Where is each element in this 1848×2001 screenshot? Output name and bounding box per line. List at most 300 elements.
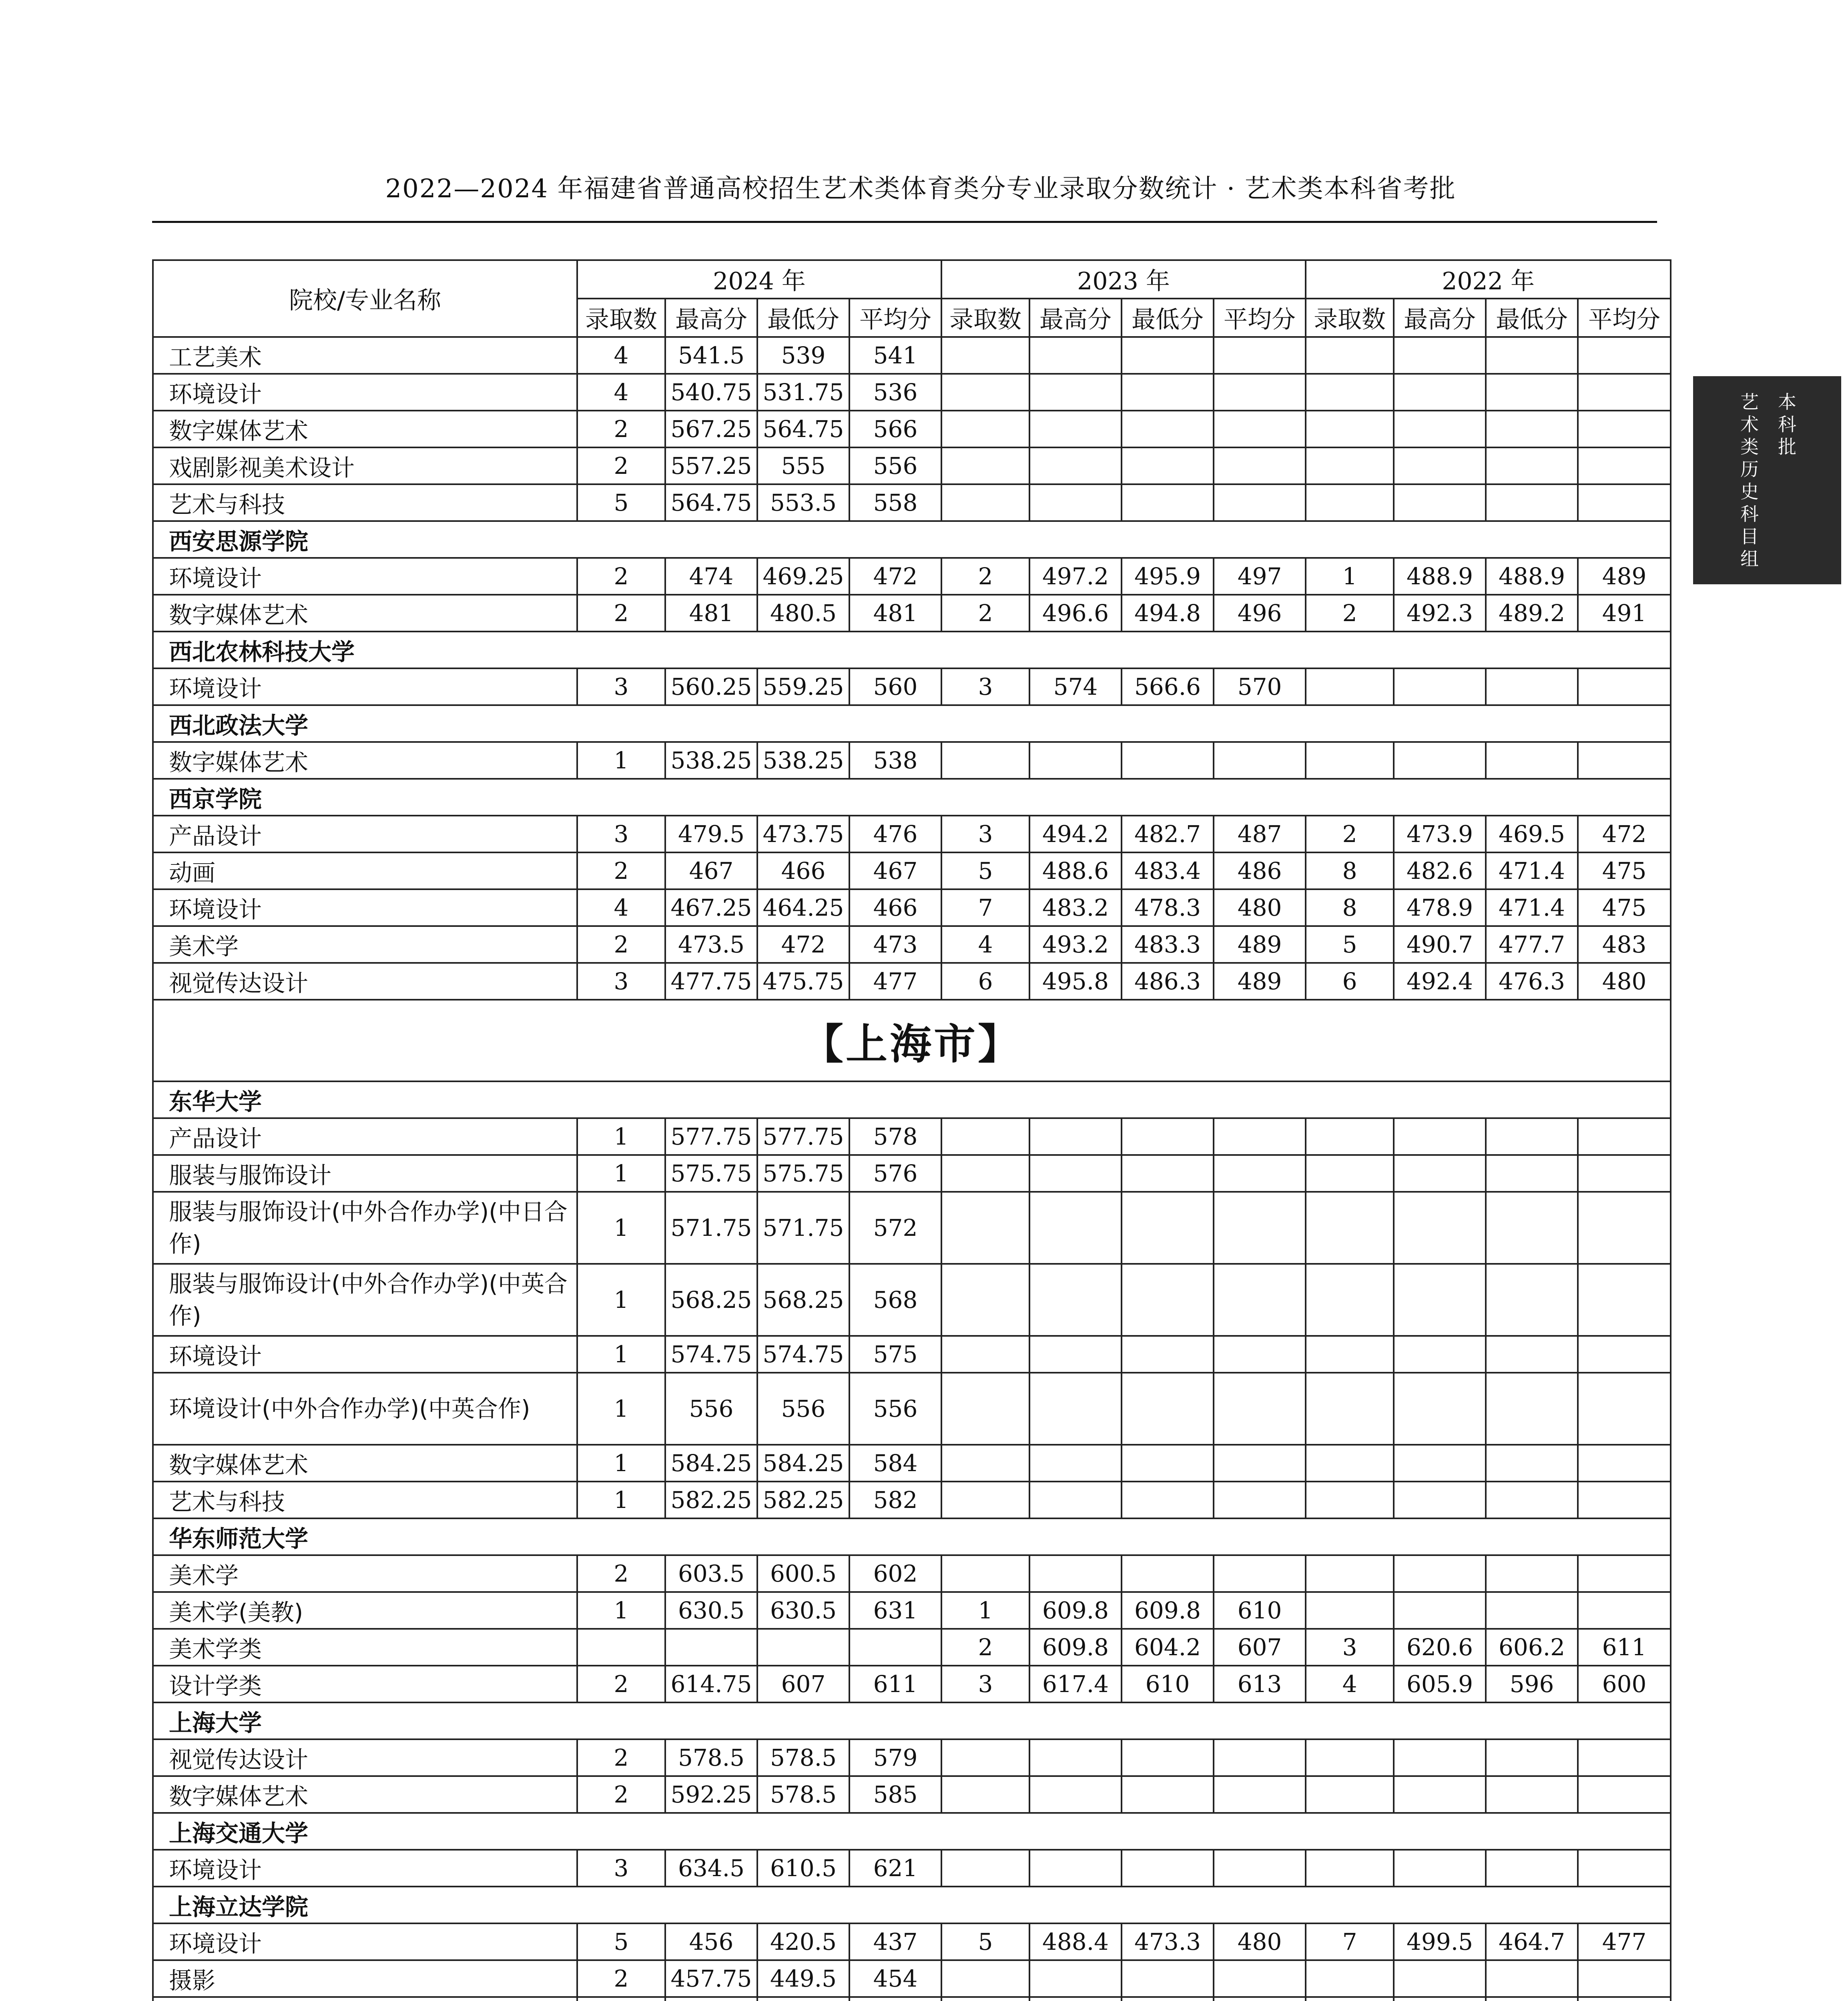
cell-2023-min: 482.7 (1122, 816, 1214, 852)
cell-2023-max (1029, 1960, 1122, 1997)
cell-2022-min (1486, 1960, 1578, 1997)
cell-2023-min: 483.3 (1122, 926, 1214, 963)
major-row (153, 742, 1671, 779)
cell-2024-avg: 572 (849, 1192, 941, 1264)
school-name: 西北政法大学 (153, 705, 1671, 742)
cell-2022-avg (1578, 1482, 1671, 1518)
cell-2022-avg (1578, 411, 1671, 447)
cell-2022-avg (1578, 742, 1671, 779)
cell-2022-min: 476.3 (1486, 963, 1578, 1000)
major-row (153, 1923, 1671, 1960)
major-row (153, 1192, 1671, 1264)
subheader-max: 最高分 (665, 299, 757, 337)
cell-2024-count: 2 (577, 411, 665, 447)
cell-2024-avg: 473 (849, 926, 941, 963)
major-row (153, 1373, 1671, 1445)
cell-2022-min (1486, 1850, 1578, 1887)
major-row (153, 1629, 1671, 1666)
cell-2022-count (1306, 1445, 1394, 1482)
cell-2022-count (1306, 1264, 1394, 1336)
region-header-row (153, 1000, 1671, 1081)
cell-2022-avg: 475 (1578, 889, 1671, 926)
cell-2024-min: 475.75 (757, 963, 849, 1000)
cell-2023-count (941, 1960, 1029, 1997)
cell-2023-max (1029, 447, 1122, 484)
major-name: 环境设计 (153, 1850, 577, 1887)
school-name: 西安思源学院 (153, 521, 1671, 558)
subheader-count: 录取数 (577, 299, 665, 337)
cell-2024-max: 630.5 (665, 1592, 757, 1629)
major-row (153, 926, 1671, 963)
major-row (153, 595, 1671, 632)
subheader-min: 最低分 (1122, 299, 1214, 337)
major-name: 环境设计(中外合作办学)(中英合作) (153, 1373, 577, 1445)
cell-2024-max: 473.5 (665, 926, 757, 963)
cell-2022-max (1394, 411, 1486, 447)
cell-2024-min: 555 (757, 447, 849, 484)
cell-2022-count (1306, 1997, 1394, 2001)
school-name: 上海交通大学 (153, 1813, 1671, 1850)
cell-2024-max: 560.25 (665, 668, 757, 705)
major-name: 数字媒体艺术 (153, 411, 577, 447)
subheader-count: 录取数 (1306, 299, 1394, 337)
cell-2023-avg (1214, 1850, 1306, 1887)
cell-2022-max (1394, 1482, 1486, 1518)
cell-2022-count: 1 (1306, 558, 1394, 595)
major-name: 服装与服饰设计 (153, 1155, 577, 1192)
major-name: 数字媒体艺术 (153, 1776, 577, 1813)
cell-2023-avg (1214, 1118, 1306, 1155)
cell-2023-min (1122, 1336, 1214, 1373)
header-rule (152, 221, 1657, 223)
cell-2022-min (1486, 1336, 1578, 1373)
major-row (153, 1666, 1671, 1702)
school-name: 西京学院 (153, 779, 1671, 816)
cell-2023-count (941, 742, 1029, 779)
cell-2023-min: 483.4 (1122, 852, 1214, 889)
cell-2022-min (1486, 411, 1578, 447)
cell-2024-count: 2 (577, 447, 665, 484)
cell-2023-min: 473.3 (1122, 1923, 1214, 1960)
major-name: 动画 (153, 852, 577, 889)
school-header-row (153, 1518, 1671, 1555)
cell-2023-avg: 610 (1214, 1592, 1306, 1629)
cell-2022-avg (1578, 1960, 1671, 1997)
cell-2022-avg (1578, 1850, 1671, 1887)
major-name: 环境设计 (153, 889, 577, 926)
cell-2024-max: 467.25 (665, 889, 757, 926)
cell-2023-count: 3 (941, 668, 1029, 705)
major-name: 数字媒体艺术 (153, 1445, 577, 1482)
cell-2023-avg: 497 (1214, 558, 1306, 595)
major-name: 环境设计 (153, 1923, 577, 1960)
cell-2022-avg (1578, 668, 1671, 705)
major-row (153, 1118, 1671, 1155)
major-name: 艺术与科技 (153, 1482, 577, 1518)
cell-2023-min: 486.3 (1122, 963, 1214, 1000)
cell-2024-avg: 556 (849, 1373, 941, 1445)
cell-2024-avg: 611 (849, 1666, 941, 1702)
cell-2022-min (1486, 447, 1578, 484)
cell-2023-min (1122, 374, 1214, 411)
cell-2022-max: 473.9 (1394, 816, 1486, 852)
cell-2022-max (1394, 1739, 1486, 1776)
cell-2022-count (1306, 1776, 1394, 1813)
cell-2024-min: 472 (757, 926, 849, 963)
cell-2023-avg (1214, 1336, 1306, 1373)
cell-2022-avg (1578, 1776, 1671, 1813)
cell-2023-count (941, 1445, 1029, 1482)
cell-2023-count (941, 1776, 1029, 1813)
cell-2023-count (941, 1997, 1029, 2001)
major-row (153, 337, 1671, 374)
cell-2024-min: 607 (757, 1666, 849, 1702)
year-header-2022: 2022 年 (1306, 260, 1671, 299)
cell-2024-avg (849, 1997, 941, 2001)
side-tab-line-2: 本科批 (1775, 392, 1797, 459)
cell-2022-avg: 611 (1578, 1629, 1671, 1666)
cell-2024-min: 577.75 (757, 1118, 849, 1155)
cell-2024-count: 1 (577, 1592, 665, 1629)
cell-2023-count (941, 1336, 1029, 1373)
cell-2022-max (1394, 484, 1486, 521)
cell-2023-count (941, 1155, 1029, 1192)
cell-2024-count: 2 (577, 1555, 665, 1592)
cell-2022-count: 3 (1306, 1629, 1394, 1666)
cell-2024-avg: 556 (849, 447, 941, 484)
cell-2022-count: 7 (1306, 1923, 1394, 1960)
cell-2024-min: 600.5 (757, 1555, 849, 1592)
major-name: 戏剧影视美术设计 (153, 447, 577, 484)
cell-2023-avg: 613 (1214, 1666, 1306, 1702)
cell-2024-avg: 560 (849, 668, 941, 705)
table-body (153, 337, 1671, 2001)
admission-score-table (152, 259, 1671, 2001)
major-row (153, 1850, 1671, 1887)
cell-2024-max: 564.75 (665, 484, 757, 521)
cell-2023-min (1122, 1155, 1214, 1192)
major-name: 服装与服饰设计(中外合作办学)(中英合作) (153, 1264, 577, 1336)
cell-2022-avg (1578, 374, 1671, 411)
cell-2022-count: 5 (1306, 926, 1394, 963)
cell-2024-min: 571.75 (757, 1192, 849, 1264)
cell-2024-max: 634.5 (665, 1850, 757, 1887)
cell-2022-min (1486, 742, 1578, 779)
cell-2024-count: 5 (577, 484, 665, 521)
school-header-row (153, 1813, 1671, 1850)
cell-2022-count: 6 (1306, 963, 1394, 1000)
cell-2023-max: 609.8 (1029, 1629, 1122, 1666)
cell-2024-min: 578.5 (757, 1776, 849, 1813)
major-name: 产品设计 (153, 816, 577, 852)
cell-2023-max (1029, 1192, 1122, 1264)
cell-2024-min: 578.5 (757, 1739, 849, 1776)
cell-2024-max (665, 1629, 757, 1666)
cell-2023-count: 3 (941, 1666, 1029, 1702)
cell-2024-count: 2 (577, 595, 665, 632)
cell-2023-max (1029, 1482, 1122, 1518)
cell-2023-count (941, 337, 1029, 374)
cell-2024-avg: 576 (849, 1155, 941, 1192)
cell-2024-max: 575.75 (665, 1155, 757, 1192)
cell-2023-avg: 607 (1214, 1629, 1306, 1666)
cell-2022-count: 8 (1306, 889, 1394, 926)
school-header-row (153, 632, 1671, 668)
major-row (153, 1264, 1671, 1336)
cell-2022-min (1486, 1997, 1578, 2001)
cell-2024-max: 479.5 (665, 816, 757, 852)
cell-2022-avg (1578, 1118, 1671, 1155)
cell-2023-max: 493.2 (1029, 926, 1122, 963)
cell-2023-min (1122, 1373, 1214, 1445)
cell-2024-min: 610.5 (757, 1850, 849, 1887)
cell-2023-count (941, 1264, 1029, 1336)
major-name: 数字媒体艺术 (153, 742, 577, 779)
cell-2024-avg: 467 (849, 852, 941, 889)
school-name: 西北农林科技大学 (153, 632, 1671, 668)
cell-2023-count: 4 (941, 926, 1029, 963)
cell-2022-avg: 475 (1578, 852, 1671, 889)
cell-2023-count: 1 (941, 1592, 1029, 1629)
cell-2023-avg (1214, 742, 1306, 779)
cell-2023-count (941, 411, 1029, 447)
cell-2022-count (1306, 1960, 1394, 1997)
cell-2023-avg: 480 (1214, 889, 1306, 926)
cell-2022-avg: 472 (1578, 816, 1671, 852)
school-header-row (153, 705, 1671, 742)
cell-2024-avg: 585 (849, 1776, 941, 1813)
cell-2023-max (1029, 411, 1122, 447)
cell-2022-count (1306, 1482, 1394, 1518)
cell-2024-count: 1 (577, 1373, 665, 1445)
cell-2024-avg: 579 (849, 1739, 941, 1776)
major-name: 环境设计 (153, 668, 577, 705)
cell-2022-avg (1578, 1264, 1671, 1336)
cell-2024-max: 477.75 (665, 963, 757, 1000)
cell-2023-min (1122, 1445, 1214, 1482)
major-row (153, 963, 1671, 1000)
major-row (153, 668, 1671, 705)
major-row (153, 1555, 1671, 1592)
cell-2022-count: 4 (1306, 1666, 1394, 1702)
cell-2024-max: 456 (665, 1923, 757, 1960)
major-name: 数字媒体艺术 (153, 595, 577, 632)
major-name: 美术学类 (153, 1629, 577, 1666)
subheader-avg: 平均分 (849, 299, 941, 337)
cell-2024-avg: 582 (849, 1482, 941, 1518)
cell-2022-avg (1578, 1336, 1671, 1373)
running-header: 2022—2024 年福建省普通高校招生艺术类体育类分专业录取分数统计 · 艺术类本科省考批 (385, 174, 1456, 204)
major-row (153, 374, 1671, 411)
cell-2023-avg (1214, 411, 1306, 447)
cell-2024-min: 556 (757, 1373, 849, 1445)
cell-2024-count: 5 (577, 1923, 665, 1960)
subheader-max: 最高分 (1029, 299, 1122, 337)
cell-2024-max (665, 1997, 757, 2001)
cell-2024-max: 582.25 (665, 1482, 757, 1518)
cell-2022-min (1486, 1776, 1578, 1813)
cell-2023-avg (1214, 484, 1306, 521)
cell-2023-max (1029, 374, 1122, 411)
cell-2023-count (941, 1373, 1029, 1445)
cell-2024-min (757, 1629, 849, 1666)
cell-2024-avg: 578 (849, 1118, 941, 1155)
cell-2024-min: 564.75 (757, 411, 849, 447)
major-row (153, 1739, 1671, 1776)
school-header-row (153, 1887, 1671, 1923)
cell-2022-max (1394, 1445, 1486, 1482)
major-name: 服装与服饰设计(中外合作办学)(中日合作) (153, 1192, 577, 1264)
cell-2023-max (1029, 1264, 1122, 1336)
cell-2022-count (1306, 1373, 1394, 1445)
cell-2022-min (1486, 1482, 1578, 1518)
cell-2022-max (1394, 1192, 1486, 1264)
cell-2024-count: 4 (577, 337, 665, 374)
cell-2023-max: 495.8 (1029, 963, 1122, 1000)
cell-2022-max (1394, 1264, 1486, 1336)
cell-2023-count (941, 374, 1029, 411)
cell-2024-count: 2 (577, 926, 665, 963)
cell-2024-avg: 584 (849, 1445, 941, 1482)
major-name: 环境设计 (153, 558, 577, 595)
cell-2024-max: 538.25 (665, 742, 757, 779)
year-header-row (153, 260, 1671, 299)
cell-2022-min: 596 (1486, 1666, 1578, 1702)
cell-2023-max: 496.6 (1029, 595, 1122, 632)
cell-2024-count (577, 1629, 665, 1666)
cell-2024-count: 1 (577, 1336, 665, 1373)
cell-2024-count: 2 (577, 1666, 665, 1702)
cell-2022-count (1306, 447, 1394, 484)
cell-2023-min (1122, 1118, 1214, 1155)
cell-2022-max (1394, 1373, 1486, 1445)
cell-2023-min: 609.8 (1122, 1592, 1214, 1629)
cell-2023-avg (1214, 1997, 1306, 2001)
cell-2023-count (941, 1482, 1029, 1518)
cell-2024-count: 3 (577, 816, 665, 852)
cell-2023-count: 2 (941, 1629, 1029, 1666)
cell-2023-count: 3 (941, 816, 1029, 852)
cell-2023-min: 478.3 (1122, 889, 1214, 926)
cell-2024-count: 3 (577, 1850, 665, 1887)
cell-2022-count (1306, 337, 1394, 374)
cell-2023-avg: 480 (1214, 1923, 1306, 1960)
cell-2023-count: 5 (941, 852, 1029, 889)
cell-2022-avg (1578, 1373, 1671, 1445)
cell-2023-max: 494.2 (1029, 816, 1122, 852)
cell-2022-max (1394, 1997, 1486, 2001)
cell-2023-avg (1214, 1373, 1306, 1445)
school-name: 东华大学 (153, 1081, 1671, 1118)
subheader-max: 最高分 (1394, 299, 1486, 337)
major-name: 工艺美术 (153, 337, 577, 374)
cell-2022-count (1306, 374, 1394, 411)
cell-2023-avg (1214, 1192, 1306, 1264)
cell-2024-avg: 558 (849, 484, 941, 521)
cell-2023-avg (1214, 447, 1306, 484)
major-name: 摄影 (153, 1960, 577, 1997)
cell-2023-min: 566.6 (1122, 668, 1214, 705)
major-name: 环境设计 (153, 1336, 577, 1373)
cell-2022-max (1394, 1592, 1486, 1629)
school-header-row (153, 1702, 1671, 1739)
cell-2023-min (1122, 1264, 1214, 1336)
cell-2023-min (1122, 742, 1214, 779)
major-name: 环境设计 (153, 374, 577, 411)
cell-2024-max: 457.75 (665, 1960, 757, 1997)
cell-2022-min (1486, 1555, 1578, 1592)
cell-2022-avg (1578, 484, 1671, 521)
subheader-min: 最低分 (1486, 299, 1578, 337)
cell-2024-count: 3 (577, 963, 665, 1000)
name-column-header: 院校/专业名称 (153, 260, 577, 337)
cell-2022-max: 492.3 (1394, 595, 1486, 632)
cell-2023-max (1029, 484, 1122, 521)
cell-2024-max: 474 (665, 558, 757, 595)
cell-2024-count: 1 (577, 1482, 665, 1518)
cell-2022-max: 490.7 (1394, 926, 1486, 963)
cell-2022-avg: 489 (1578, 558, 1671, 595)
cell-2024-min: 480.5 (757, 595, 849, 632)
major-name: 美术学 (153, 1555, 577, 1592)
cell-2023-max: 497.2 (1029, 558, 1122, 595)
cell-2024-max: 614.75 (665, 1666, 757, 1702)
cell-2024-count: 2 (577, 852, 665, 889)
cell-2022-avg (1578, 447, 1671, 484)
cell-2023-min (1122, 1482, 1214, 1518)
cell-2022-max: 488.9 (1394, 558, 1486, 595)
cell-2023-avg (1214, 1739, 1306, 1776)
cell-2023-avg (1214, 1264, 1306, 1336)
cell-2022-count (1306, 742, 1394, 779)
cell-2022-avg (1578, 1592, 1671, 1629)
cell-2023-max (1029, 1445, 1122, 1482)
cell-2023-avg (1214, 1555, 1306, 1592)
cell-2024-avg: 566 (849, 411, 941, 447)
cell-2023-min: 494.8 (1122, 595, 1214, 632)
cell-2024-max: 540.75 (665, 374, 757, 411)
cell-2023-min (1122, 1960, 1214, 1997)
cell-2023-avg (1214, 1445, 1306, 1482)
major-row (153, 1776, 1671, 1813)
cell-2024-avg: 437 (849, 1923, 941, 1960)
cell-2023-max (1029, 1555, 1122, 1592)
subheader-avg: 平均分 (1214, 299, 1306, 337)
cell-2023-avg: 496 (1214, 595, 1306, 632)
cell-2023-count: 6 (941, 963, 1029, 1000)
cell-2023-min: 610 (1122, 1666, 1214, 1702)
major-name: 产品设计 (153, 1118, 577, 1155)
cell-2023-min (1122, 1739, 1214, 1776)
cell-2022-count (1306, 1336, 1394, 1373)
cell-2022-min (1486, 1373, 1578, 1445)
cell-2024-avg: 621 (849, 1850, 941, 1887)
cell-2024-count: 2 (577, 1960, 665, 1997)
cell-2023-avg: 489 (1214, 926, 1306, 963)
cell-2022-avg: 483 (1578, 926, 1671, 963)
cell-2024-max: 603.5 (665, 1555, 757, 1592)
subheader-avg: 平均分 (1578, 299, 1671, 337)
cell-2023-count: 2 (941, 558, 1029, 595)
cell-2024-avg: 454 (849, 1960, 941, 1997)
cell-2023-max (1029, 1118, 1122, 1155)
cell-2022-min (1486, 1445, 1578, 1482)
cell-2022-min (1486, 1739, 1578, 1776)
cell-2024-min: 420.5 (757, 1923, 849, 1960)
cell-2023-avg (1214, 1482, 1306, 1518)
cell-2023-min (1122, 447, 1214, 484)
cell-2024-max: 567.25 (665, 411, 757, 447)
